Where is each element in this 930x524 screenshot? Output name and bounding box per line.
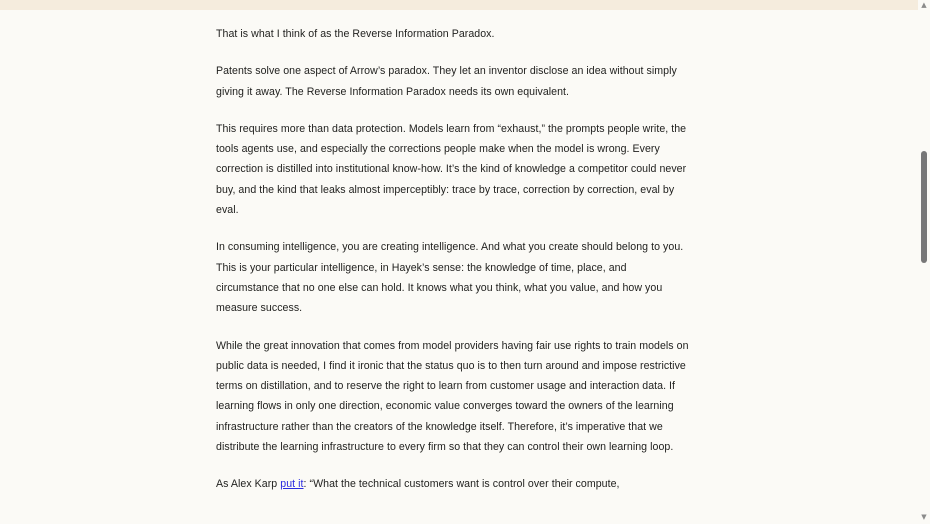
scrollbar-thumb[interactable] [921,151,927,263]
article-paragraph: This requires more than data protection. Models learn from “exhaust,” the prompts people write, the tools agents use, and especially the corrections people make when the model is wrong. Every correction is distilled into institutional know-how. It’s the kind of knowledge a competitor could never buy, and the kind that leaks almost imperceptibly: trace by trace, correction by correction, eval by eval. [216,122,687,217]
triangle-down-icon[interactable]: ▼ [921,513,927,521]
top-header-strip [0,0,930,10]
article-paragraph: While the great innovation that comes from model providers having fair use rights to train models on public data is needed, I find it ironic that the status quo is to then turn around and impose restrictive terms on distillation, and to reserve the right to learn from customer usage and interaction data. If learning flows in only one direction, economic value converges toward the owners of the learning infrastructure rather than the creators of the knowledge itself. Therefore, it’s imperative that we distribute the learning infrastructure to every firm so that they can control their own learning loop. [216,339,689,454]
put-it-link[interactable]: put it [280,478,304,491]
triangle-up-icon[interactable]: ▲ [921,1,927,9]
article-body [216,24,692,512]
article-paragraph: That is what I think of as the Reverse Information Paradox. [216,28,495,40]
article-paragraph: In consuming intelligence, you are creating intelligence. And what you create should belong to you. This is your particular intelligence, in Hayek’s sense: the knowledge of time, place, and circumstance that no one else can hold. It knows what you think, what you value, and how you measure success. [216,241,684,315]
page-scrollbar[interactable] [918,0,930,524]
article-paragraph: Patents solve one aspect of Arrow’s paradox. They let an inventor disclose an idea without simply giving it away. The Reverse Information Paradox needs its own equivalent. [216,65,677,98]
paragraph-suffix: : “What the technical customers want is control over their compute, [303,478,620,491]
paragraph-prefix: As Alex Karp [216,478,281,491]
article-paragraph-with-link [216,474,692,494]
